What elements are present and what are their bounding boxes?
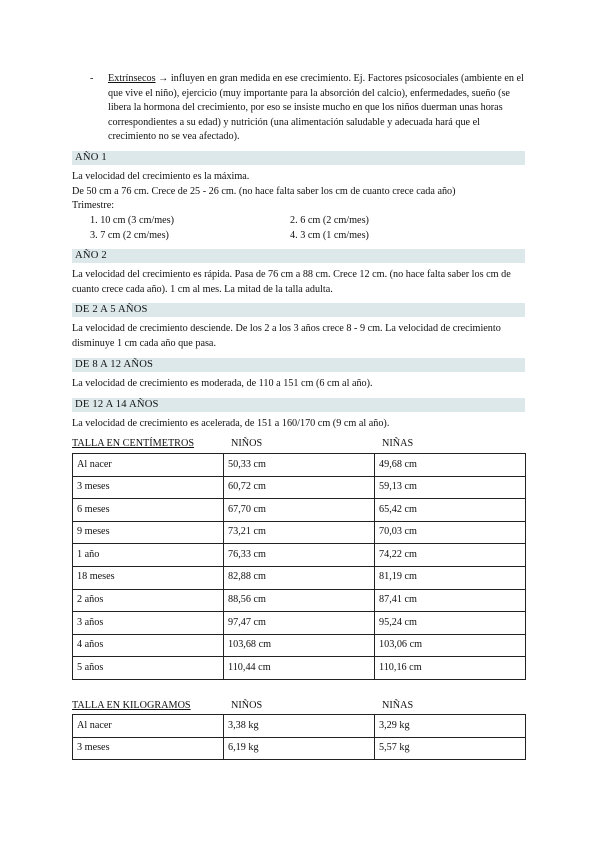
table-cell-age: 3 meses [73,737,224,760]
table-row [73,657,526,680]
table-cell-girls: 5,57 kg [375,737,526,760]
year1-line2: De 50 cm a 76 cm. Crece de 25 - 26 cm. (no hace falta saber los cm de cuanto crece cada año) [72,186,456,197]
table-cell-age: 3 meses [73,476,224,499]
table-cell-girls: 103,06 cm [375,634,526,657]
table-row [73,715,526,738]
section-title-year1: AÑO 1 [72,151,525,165]
section-title-12to14: DE 12 A 14 AÑOS [72,398,525,412]
table-cell-girls: 59,13 cm [375,476,526,499]
table-cell-age: 3 años [73,612,224,635]
table-cell-age: 2 años [73,589,224,612]
table-cell-boys: 60,72 cm [224,476,375,499]
table-cell-girls: 3,29 kg [375,715,526,738]
table-cell-boys: 76,33 cm [224,544,375,567]
trimester-1: 1. 10 cm (3 cm/mes) [90,215,175,226]
table-cell-age: 5 años [73,657,224,680]
table-cell-boys: 88,56 cm [224,589,375,612]
year1-line1: La velocidad del crecimiento es la máxima. [72,171,250,182]
table-cell-boys: 110,44 cm [224,657,375,680]
weight-table [72,714,526,760]
table-cell-age: Al nacer [73,454,224,477]
table-row [73,566,526,589]
table-cell-girls: 95,24 cm [375,612,526,635]
y2to5-text: La velocidad de crecimiento desciende. De los 2 a los 3 años crece 8 - 9 cm. La velocidad de crecimiento disminuye 1 cm cada año que pasa. [72,323,501,349]
section-title-year2: AÑO 2 [72,249,525,263]
table-row [73,589,526,612]
table-cell-boys: 103,68 cm [224,634,375,657]
table-row [73,737,526,760]
trimester-2: 2. 6 cm (2 cm/mes) [290,215,369,226]
height-table-title: TALLA EN CENTÍMETROS [72,438,194,449]
trimester-3: 3. 7 cm (2 cm/mes) [90,230,169,241]
height-table-header [72,437,528,451]
table-cell-boys: 97,47 cm [224,612,375,635]
table-cell-girls: 110,16 cm [375,657,526,680]
table-cell-boys: 82,88 cm [224,566,375,589]
year1-line3: Trimestre: [72,200,115,211]
weight-table-header [72,699,528,713]
table-row [73,499,526,522]
weight-col-boys: NIÑOS [231,700,263,711]
table-cell-girls: 81,19 cm [375,566,526,589]
table-cell-girls: 65,42 cm [375,499,526,522]
intro-text [108,72,528,145]
table-row [73,454,526,477]
year2-text: La velocidad del crecimiento es rápida. Pasa de 76 cm a 88 cm. Crece 12 cm. (no hace falta saber los cm de cuanto crece cada año). 1 cm al mes. La mitad de la talla adulta. [72,269,511,295]
trimester-4: 4. 3 cm (1 cm/mes) [290,230,369,241]
weight-table-title: TALLA EN KILOGRAMOS [72,700,191,711]
table-cell-age: Al nacer [73,715,224,738]
bullet-dash: - [90,73,94,84]
intro-term: Extrínsecos [108,73,156,84]
table-row [73,476,526,499]
table-cell-boys: 67,70 cm [224,499,375,522]
table-row [73,612,526,635]
height-col-boys: NIÑOS [231,438,263,449]
height-col-girls: NIÑAS [382,438,414,449]
table-cell-girls: 49,68 cm [375,454,526,477]
table-row [73,544,526,567]
table-cell-girls: 87,41 cm [375,589,526,612]
table-cell-age: 18 meses [73,566,224,589]
table-cell-boys: 6,19 kg [224,737,375,760]
table-cell-boys: 50,33 cm [224,454,375,477]
weight-col-girls: NIÑAS [382,700,414,711]
table-cell-boys: 73,21 cm [224,521,375,544]
table-cell-age: 9 meses [73,521,224,544]
table-cell-boys: 3,38 kg [224,715,375,738]
y12to14-text: La velocidad de crecimiento es acelerada, de 151 a 160/170 cm (9 cm al año). [72,418,390,429]
y8to12-text: La velocidad de crecimiento es moderada, de 110 a 151 cm (6 cm al año). [72,378,373,389]
table-cell-age: 1 año [73,544,224,567]
table-cell-age: 6 meses [73,499,224,522]
intro-body: → influyen en gran medida en ese crecimiento. Ej. Factores psicosociales (ambiente en el que vive el niño), ejercicio (muy importante para la absorción del calcio), enfermedades, sueño (se libera la hormona del crecimiento, por eso se insiste mucho en que los niños duerman unas horas correspondientes a su edad) y nutrición (una alimentación saludable y adecuada hará que el crecimiento no se vea afectado). [108,73,524,143]
table-cell-age: 4 años [73,634,224,657]
height-table [72,453,526,680]
section-title-2to5: DE 2 A 5 AÑOS [72,303,525,317]
table-row [73,521,526,544]
table-row [73,634,526,657]
table-cell-girls: 74,22 cm [375,544,526,567]
table-cell-girls: 70,03 cm [375,521,526,544]
section-title-8to12: DE 8 A 12 AÑOS [72,358,525,372]
